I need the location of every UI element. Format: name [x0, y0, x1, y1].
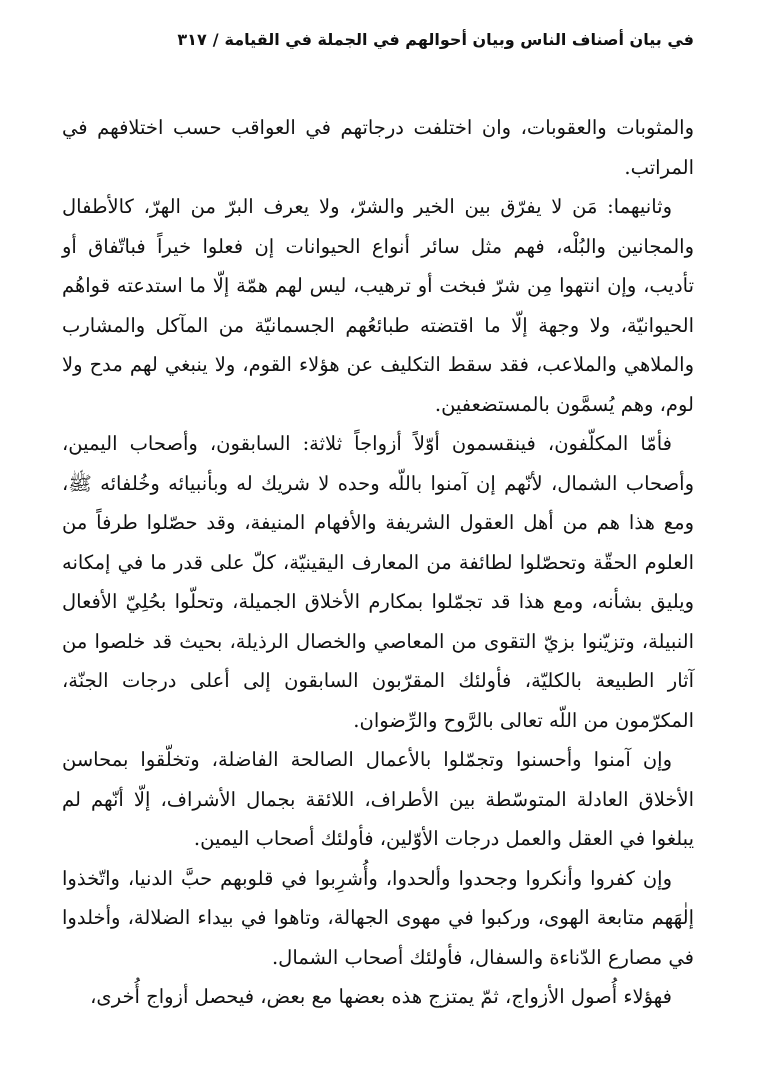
paragraph: فأمّا المكلّفون، فينقسمون أوّلاً أزواجاً ثلاثة: السابقون، وأصحاب اليمين، وأصحاب الشمال، لأنّهم إن آمنوا باللّه وحده لا شريك له وبأنبيائه وخُلفائه ﷺ، ومع هذا هم من أهل العقول الشريفة والأفهام المنيفة، وقد حصّلوا طرفاً من العلوم الحقّة وتحصّلوا لطائفة من المعارف اليقينيّة، كلّ على قدر ما في إمكانه ويليق بشأنه، ومع هذا قد تجمّلوا بمكارم الأخلاق الجميلة، وتحلّوا بحُلِيّ الأفعال النبيلة، وتزيّنوا بزيّ التقوى من المعاصي والخصال الرذيلة، بحيث قد خلصوا من آثار الطبيعة بالكليّة، فأولئك المقرّبون السابقون إلى أعلى درجات الجنّة، المكرّمون من اللّه تعالى بالرَّوح والرِّضوان. — [62, 432, 694, 732]
paragraph: فهؤلاء أُصول الأزواج، ثمّ يمتزج هذه بعضها مع بعض، فيحصل أزواج أُخرى، — [90, 985, 672, 1008]
running-header — [62, 26, 694, 66]
running-header-separator: / — [212, 30, 219, 49]
running-header-title: في بيان أصناف الناس وبيان أحوالهم في الجملة في القيامة — [224, 30, 694, 49]
body-text — [62, 108, 694, 1017]
page-number: ٣١٧ — [177, 30, 207, 49]
paragraph: وإن آمنوا وأحسنوا وتجمّلوا بالأعمال الصالحة الفاضلة، وتخلّقوا بمحاسن الأخلاق العادلة المتوسّطة بين الأطراف، اللائقة بجمال الأشراف، إلّا أنّهم لم يبلغوا في العقل والعمل درجات الأوّلين، فأولئك أصحاب اليمين. — [62, 748, 694, 850]
paragraph: وثانيهما: مَن لا يفرّق بين الخير والشرّ، ولا يعرف البرّ من الهرّ، كالأطفال والمجانين والبُلْه، فهم مثل سائر أنواع الحيوانات إن فعلوا خيراً فباتّفاق أو تأديب، وإن انتهوا مِن شرّ فبخت أو ترهيب، ليس لهم همّة إلّا ما استدعته قواهُم الحيوانيّة، ولا وجهة إلّا ما اقتضته طبائعُهم الجسمانيّة من المآكل والمشارب والملاهي والملاعب، فقد سقط التكليف عن هؤلاء القوم، ولا ينبغي لهم مدح ولا لوم، وهم يُسمَّون بالمستضعفين. — [62, 195, 694, 416]
paragraph-continuation: والمثوبات والعقوبات، وان اختلفت درجاتهم في العواقب حسب اختلافهم في المراتب. — [62, 116, 694, 179]
paragraph: وإن كفروا وأنكروا وجحدوا وألحدوا، وأُشرِبوا في قلوبهم حبَّ الدنيا، واتّخذوا إلٰهَهم متابعة الهوى، وركبوا في مهوى الجهالة، وتاهوا في بيداء الضلالة، وأخلدوا في مصارع الدّناءة والسفال، فأولئك أصحاب الشمال. — [62, 866, 694, 969]
